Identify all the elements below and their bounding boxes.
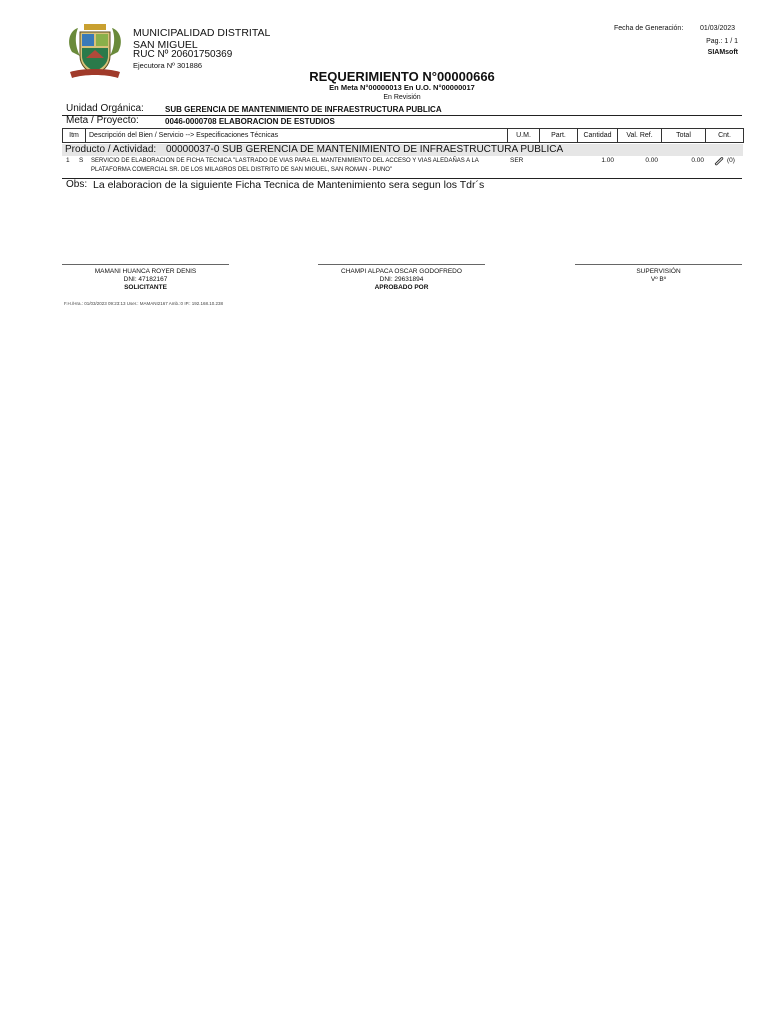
item-um: SER bbox=[510, 157, 524, 164]
paperclip-icon[interactable] bbox=[713, 156, 724, 166]
generation-date: 01/03/2023 bbox=[700, 25, 736, 32]
generation-date-label: Fecha de Generación: bbox=[614, 25, 684, 32]
document-title: REQUERIMIENTO N°00000666 bbox=[309, 69, 495, 84]
signer-dni: DNI: 29631894 bbox=[379, 276, 424, 283]
col-cantidad: Cantidad bbox=[578, 129, 618, 143]
signer-name: MAMANI HUANCA ROYER DENIS bbox=[94, 268, 197, 275]
product-label: Producto / Actividad: bbox=[65, 144, 157, 155]
divider bbox=[62, 115, 742, 116]
col-val-ref: Val. Ref. bbox=[618, 129, 662, 143]
col-itm: Itm bbox=[63, 129, 86, 143]
meta-proyecto-label: Meta / Proyecto: bbox=[66, 115, 139, 126]
item-number: 1 bbox=[66, 157, 70, 164]
signature-line bbox=[62, 264, 229, 265]
unidad-organica-value: SUB GERENCIA DE MANTENIMIENTO DE INFRAESTRUCTURA PUBLICA bbox=[165, 105, 442, 114]
signature-solicitante bbox=[62, 268, 229, 292]
signer-name: SUPERVISIÓN bbox=[636, 268, 681, 275]
item-cnt: (0) bbox=[727, 157, 735, 164]
item-type: S bbox=[79, 157, 84, 164]
col-part: Part. bbox=[540, 129, 578, 143]
items-table-header bbox=[62, 128, 744, 143]
org-name-line1: MUNICIPALIDAD DISTRITAL bbox=[133, 27, 271, 39]
meta-subtitle: En Meta N°00000013 En U.O. N°00000017 bbox=[329, 83, 475, 92]
signature-aprobado bbox=[318, 268, 485, 292]
col-total: Total bbox=[662, 129, 706, 143]
col-cnt: Cnt. bbox=[706, 129, 744, 143]
status-text: En Revisión bbox=[383, 94, 421, 101]
signature-line bbox=[318, 264, 485, 265]
signer-dni: Vº Bº bbox=[650, 276, 667, 283]
signature-line bbox=[575, 264, 742, 265]
col-descripcion: Descripción del Bien / Servicio --> Especificaciones Técnicas bbox=[86, 129, 508, 143]
obs-text: La elaboracion de la siguiente Ficha Tecnica de Mantenimiento sera segun los Tdr´s bbox=[93, 179, 485, 191]
signer-role: SOLICITANTE bbox=[124, 284, 167, 291]
signer-name: CHAMPI ALPACA OSCAR GODOFREDO bbox=[341, 268, 462, 275]
signature-supervision bbox=[575, 268, 742, 284]
page-number: Pag.: 1 / 1 bbox=[706, 38, 738, 45]
obs-label: Obs: bbox=[66, 179, 88, 190]
signer-dni: DNI: 47182167 bbox=[123, 276, 168, 283]
product-value: 00000037-0 SUB GERENCIA DE MANTENIMIENTO DE INFRAESTRUCTURA PUBLICA bbox=[166, 144, 564, 155]
meta-proyecto-value: 0046-0000708 ELABORACION DE ESTUDIOS bbox=[165, 117, 335, 126]
product-activity-row bbox=[62, 144, 743, 156]
signer-role: APROBADO POR bbox=[374, 284, 429, 291]
org-ejecutora: Ejecutora Nº 301886 bbox=[133, 61, 203, 70]
org-ruc: RUC Nº 20601750369 bbox=[133, 49, 233, 60]
footer-audit-info: F.H./Hra.: 01/03/2023 09:23:13 User.: MAMANI2167 Amb.:0 IP.: 192.168.10.238 bbox=[64, 301, 224, 306]
unidad-organica-label: Unidad Orgánica: bbox=[66, 103, 144, 114]
software-name: SIAMsoft bbox=[707, 49, 738, 56]
col-um: U.M. bbox=[508, 129, 540, 143]
item-total: 0.00 bbox=[691, 157, 704, 164]
item-description: SERVICIO DE ELABORACION DE FICHA TECNICA "LASTRADO DE VIAS PARA EL MANTENIMIENTO DEL ACCESO Y VIAS ALEDAÑAS A LA PLATAFORMA COMERCIAL SR. DE LOS MILAGROS DEL DISTRITO DE SAN MIGUEL, SAN ROMAN - PUNO" bbox=[91, 158, 479, 173]
item-val-ref: 0.00 bbox=[645, 157, 658, 164]
org-name-line2: SAN MIGUEL bbox=[133, 39, 198, 51]
item-cantidad: 1.00 bbox=[601, 157, 614, 164]
